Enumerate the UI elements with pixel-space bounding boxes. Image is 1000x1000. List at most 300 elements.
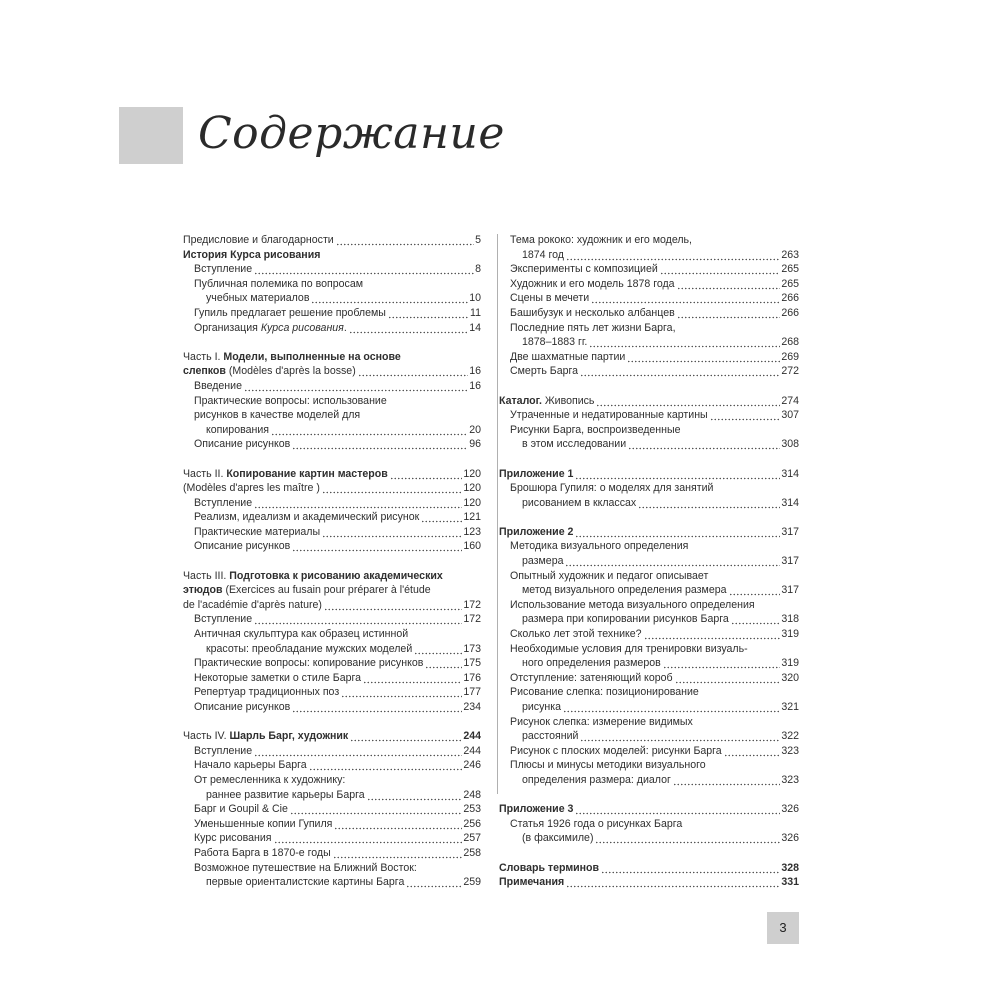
- toc-entry-label: [183, 729, 349, 744]
- toc-entry-label: [522, 700, 562, 715]
- toc-leader-dots: [254, 496, 462, 511]
- toc-entry-page: 331: [781, 876, 799, 889]
- toc-spacer: [499, 846, 799, 861]
- toc-entry-text: Некоторые заметки о стиле Барга: [194, 671, 362, 684]
- toc-entry-page: 328: [781, 861, 799, 874]
- toc-entry-label: [510, 817, 683, 832]
- toc-leader-dots: [341, 685, 462, 700]
- toc-entry[interactable]: [183, 306, 481, 321]
- toc-entry-label: [522, 437, 627, 452]
- toc-entry[interactable]: [183, 539, 481, 554]
- toc-entry[interactable]: [499, 744, 799, 759]
- toc-leader-dots: [322, 481, 462, 496]
- toc-entry-label: [510, 277, 676, 292]
- toc-entry-label: [522, 335, 588, 350]
- toc-entry-label: [194, 525, 321, 540]
- toc-entry-text: Необходимые условия для тренировки визуаль-: [510, 642, 748, 655]
- toc-entry-page: 234: [463, 701, 481, 713]
- toc-leader-dots: [390, 467, 463, 482]
- toc-leader-dots: [367, 788, 463, 803]
- toc-entry-page: 11: [470, 306, 481, 319]
- toc-entry-text: Статья 1926 года о рисунках Барга: [510, 817, 683, 830]
- toc-entry-text: Начало карьеры Барга: [194, 759, 307, 772]
- toc-entry-text: Описание рисунков: [194, 701, 291, 713]
- toc-entry-text: de l'académie d'après nature): [183, 598, 322, 611]
- toc-entry[interactable]: [183, 379, 481, 394]
- toc-entry-text: первые ориенталистские картины Барга: [206, 876, 405, 889]
- toc-entry-text: слепков: [183, 365, 226, 378]
- toc-entry-label: [194, 758, 308, 773]
- toc-spacer: [183, 335, 481, 350]
- toc-entry[interactable]: [183, 437, 481, 452]
- toc-entry[interactable]: [183, 817, 481, 832]
- toc-entry[interactable]: [183, 671, 481, 686]
- toc-entry-text: рисунков в качестве моделей для: [194, 409, 361, 422]
- toc-spacer: [499, 452, 799, 467]
- toc-entry-text: Приложение 3: [499, 803, 574, 816]
- toc-entry-page: 323: [781, 744, 799, 757]
- toc-entry-label: [194, 277, 364, 292]
- toc-entry-page: 175: [463, 657, 481, 670]
- toc-entry-text: Вступление: [194, 496, 253, 509]
- toc-entry[interactable]: [499, 715, 799, 730]
- toc-entry[interactable]: [183, 831, 481, 846]
- toc-entry-label: [510, 744, 723, 759]
- toc-entry[interactable]: [499, 831, 799, 846]
- toc-entry-page: 121: [463, 511, 481, 524]
- toc-entry[interactable]: [499, 729, 799, 744]
- toc-entry[interactable]: [499, 656, 799, 671]
- toc-leader-dots: [406, 875, 462, 890]
- toc-entry[interactable]: [499, 350, 799, 365]
- toc-entry-label: [206, 642, 413, 657]
- toc-entry[interactable]: [183, 233, 481, 248]
- toc-entry-page: 246: [463, 759, 481, 772]
- toc-leader-dots: [292, 437, 468, 452]
- toc-entry-label: [510, 642, 749, 657]
- toc-entry[interactable]: [499, 233, 799, 248]
- toc-entry-label: [522, 831, 594, 846]
- toc-entry-page: 20: [469, 423, 481, 436]
- toc-entry-page: 263: [781, 248, 799, 261]
- toc-entry-text: Шарль Барг, художник: [229, 730, 349, 743]
- toc-entry[interactable]: [499, 583, 799, 598]
- toc-entry-page: 177: [463, 686, 481, 699]
- toc-entry-label: [194, 861, 418, 876]
- toc-entry[interactable]: [183, 700, 481, 715]
- toc-entry-page: 266: [781, 306, 799, 319]
- toc-leader-dots: [675, 671, 781, 686]
- toc-leader-dots: [644, 627, 781, 642]
- toc-entry-page: 5: [475, 234, 481, 246]
- toc-entry[interactable]: [499, 758, 799, 773]
- toc-entry-page: 253: [463, 803, 481, 816]
- toc-entry-label: [522, 583, 728, 598]
- toc-entry-page: 258: [463, 846, 481, 859]
- toc-entry-label: [522, 554, 564, 569]
- toc-entry[interactable]: [499, 539, 799, 554]
- toc-entry[interactable]: [499, 685, 799, 700]
- toc-entry-text: Художник и его модель 1878 года: [510, 277, 675, 290]
- toc-entry-label: [194, 656, 424, 671]
- toc-entry[interactable]: [499, 321, 799, 336]
- toc-leader-dots: [575, 525, 780, 540]
- toc-entry-text: Утраченные и недатированные картины: [510, 409, 708, 422]
- toc-entry-text: Практические вопросы: использование: [194, 394, 387, 407]
- toc-entry-text: Курс рисования: [194, 832, 272, 845]
- toc-entry-label: [510, 364, 579, 379]
- toc-entry[interactable]: [183, 423, 481, 438]
- toc-entry-page: 322: [781, 730, 799, 743]
- toc-entry-text: Организация: [194, 321, 261, 334]
- toc-entry-label: [183, 598, 323, 613]
- toc-entry[interactable]: [499, 437, 799, 452]
- toc-entry[interactable]: [499, 481, 799, 496]
- toc-entry-text: Описание рисунков: [194, 540, 291, 553]
- toc-entry-label: [522, 248, 565, 263]
- toc-entry[interactable]: [183, 861, 481, 876]
- toc-entry[interactable]: [499, 291, 799, 306]
- toc-entry-label: [183, 583, 432, 598]
- toc-entry-page: 272: [781, 365, 799, 378]
- page-number: 3: [767, 912, 799, 944]
- toc-leader-dots: [292, 700, 462, 715]
- toc-entry[interactable]: [499, 861, 799, 876]
- toc-rule-1: [497, 234, 498, 794]
- toc-entry-text: Рисунок с плоских моделей: рисунки Барга: [510, 744, 722, 757]
- toc-entry[interactable]: [499, 248, 799, 263]
- toc-entry[interactable]: [499, 612, 799, 627]
- toc-leader-dots: [627, 350, 780, 365]
- toc-entry-text: Барг и Goupil & Cie: [194, 803, 288, 816]
- toc-entry-page: 172: [463, 598, 481, 611]
- toc-entry[interactable]: [183, 525, 481, 540]
- toc-entry[interactable]: [183, 277, 481, 292]
- toc-entry[interactable]: [183, 496, 481, 511]
- toc-entry-page: 10: [469, 292, 481, 305]
- toc-entry-label: [499, 467, 574, 482]
- toc-entry-label: [194, 394, 388, 409]
- toc-entry-page: 307: [781, 409, 799, 422]
- toc-leader-dots: [322, 525, 462, 540]
- toc-entry-page: 120: [463, 482, 481, 495]
- toc-entry-label: [183, 233, 335, 248]
- toc-entry-label: [194, 671, 362, 686]
- toc-entry-text: Рисование слепка: позиционирование: [510, 686, 699, 699]
- toc-entry[interactable]: [183, 744, 481, 759]
- toc-entry-label: [194, 306, 387, 321]
- toc-entry[interactable]: [499, 569, 799, 584]
- toc-entry-text: Плюсы и минусы методики визуального: [510, 759, 706, 772]
- toc-entry-label: [194, 744, 253, 759]
- toc-entry[interactable]: [499, 773, 799, 788]
- toc-leader-dots: [580, 729, 780, 744]
- toc-leader-dots: [414, 642, 462, 657]
- toc-entry-page: 172: [463, 613, 481, 626]
- toc-entry-page: 265: [781, 277, 799, 290]
- toc-entry-label: [194, 846, 332, 861]
- toc-entry-label: [183, 467, 389, 482]
- toc-entry[interactable]: [183, 364, 481, 379]
- toc-entry[interactable]: [183, 248, 481, 263]
- toc-entry[interactable]: [183, 627, 481, 642]
- toc-leader-dots: [274, 831, 463, 846]
- toc-entry[interactable]: [183, 291, 481, 306]
- toc-entry-text: Примечания: [499, 876, 565, 889]
- toc-entry-label: [522, 729, 579, 744]
- toc-leader-dots: [311, 291, 468, 306]
- toc-entry[interactable]: [499, 335, 799, 350]
- toc-entry-text: От ремесленника к художнику:: [194, 773, 346, 786]
- toc-entry[interactable]: [499, 627, 799, 642]
- toc-entry-page: 266: [781, 292, 799, 305]
- toc-entry[interactable]: [183, 467, 481, 482]
- toc-entry[interactable]: [183, 788, 481, 803]
- toc-entry-text: Рисунок слепка: измерение видимых: [510, 715, 693, 728]
- toc-entry[interactable]: [183, 262, 481, 277]
- toc-leader-dots: [292, 539, 462, 554]
- toc-entry[interactable]: [183, 510, 481, 525]
- toc-entry-page: 8: [475, 263, 481, 276]
- toc-entry-page: 326: [781, 832, 799, 845]
- toc-entry-text: Сцены в мечети: [510, 292, 590, 305]
- toc-entry[interactable]: [499, 262, 799, 277]
- toc-left-column: [183, 233, 481, 890]
- toc-entry-label: [194, 685, 340, 700]
- toc-entry[interactable]: [499, 394, 799, 409]
- toc-entry-text: Вступление: [194, 613, 253, 626]
- toc-entry[interactable]: [183, 773, 481, 788]
- toc-entry-text: красоты: преобладание мужских моделей: [206, 642, 413, 655]
- toc-leader-dots: [244, 379, 468, 394]
- toc-leader-dots: [254, 612, 462, 627]
- toc-entry-label: [510, 671, 674, 686]
- title-accent-box: [119, 107, 183, 164]
- toc-entry[interactable]: [499, 306, 799, 321]
- toc-leader-dots: [729, 583, 781, 598]
- toc-entry-page: 16: [469, 379, 481, 392]
- toc-entry-label: [499, 394, 595, 409]
- toc-entry[interactable]: [499, 423, 799, 438]
- toc-spacer: [183, 554, 481, 569]
- toc-leader-dots: [290, 802, 462, 817]
- toc-entry-label: [194, 831, 273, 846]
- toc-entry-page: 269: [781, 350, 799, 363]
- toc-entry-label: [183, 248, 321, 263]
- toc-entry-label: [510, 598, 756, 613]
- toc-entry[interactable]: [499, 364, 799, 379]
- toc-entry-label: [194, 408, 361, 423]
- toc-spacer: [183, 452, 481, 467]
- toc-entry[interactable]: [499, 817, 799, 832]
- toc-entry[interactable]: [499, 642, 799, 657]
- toc-entry-text: (Modèles d'après la bosse): [225, 365, 356, 378]
- toc-entry-text: 1874 год: [522, 248, 564, 261]
- toc-entry-text: Опытный художник и педагог описывает: [510, 569, 709, 582]
- toc-entry-label: [206, 875, 405, 890]
- toc-leader-dots: [333, 846, 463, 861]
- toc-leader-dots: [710, 408, 781, 423]
- toc-entry-text: Сколько лет этой технике?: [510, 628, 642, 641]
- toc-entry[interactable]: [499, 875, 799, 890]
- toc-entry-text: Практические материалы: [194, 525, 321, 538]
- toc-entry-text: 1878–1883 гг.: [522, 336, 588, 349]
- toc-leader-dots: [660, 262, 781, 277]
- toc-entry-label: [183, 569, 444, 584]
- toc-entry-text: размера: [522, 555, 564, 568]
- toc-entry[interactable]: [183, 583, 481, 598]
- toc-leader-dots: [350, 729, 462, 744]
- toc-leader-dots: [254, 744, 462, 759]
- toc-entry[interactable]: [183, 656, 481, 671]
- toc-entry-label: [510, 408, 709, 423]
- toc-entry-text: рисунка: [522, 701, 562, 713]
- toc-entry-label: [194, 612, 253, 627]
- toc-entry-text: рисованием в кклассах: [522, 496, 637, 509]
- toc-entry-label: [194, 379, 243, 394]
- toc-entry[interactable]: [499, 598, 799, 613]
- toc-entry-page: 317: [781, 555, 799, 568]
- toc-entry-text: Работа Барга в 1870-е годы: [194, 846, 331, 859]
- toc-entry-label: [510, 423, 682, 438]
- toc-leader-dots: [596, 394, 780, 409]
- toc-entry-text: Модели, выполненные на основе: [223, 350, 401, 363]
- toc-entry[interactable]: [183, 875, 481, 890]
- toc-entry-text: Часть I.: [183, 350, 224, 363]
- toc-right-column: [499, 233, 799, 890]
- toc-entry-label: [522, 773, 672, 788]
- toc-entry[interactable]: [183, 569, 481, 584]
- toc-entry[interactable]: [499, 277, 799, 292]
- toc-entry[interactable]: [183, 394, 481, 409]
- toc-entry-page: 319: [781, 657, 799, 670]
- toc-entry-page: 317: [781, 584, 799, 597]
- toc-entry-label: [183, 364, 357, 379]
- toc-entry[interactable]: [499, 671, 799, 686]
- toc-entry-text: определения размера: диалог: [522, 773, 671, 786]
- toc-entry-text: Подготовка к рисованию академических: [229, 569, 443, 582]
- toc-spacer: [499, 379, 799, 394]
- toc-entry-page: 274: [781, 394, 799, 407]
- toc-entry-label: [206, 291, 310, 306]
- toc-entry[interactable]: [183, 350, 481, 365]
- toc-leader-dots: [628, 437, 780, 452]
- toc-entry-text: Гупиль предлагает решение проблемы: [194, 306, 386, 319]
- toc-entry-label: [194, 496, 253, 511]
- toc-entry-text: раннее развитие карьеры Барга: [206, 788, 365, 801]
- toc-entry[interactable]: [183, 758, 481, 773]
- toc-entry-text: Отступление: затеняющий короб: [510, 671, 673, 684]
- toc-entry[interactable]: [183, 598, 481, 613]
- toc-entry-text: Практические вопросы: копирование рисунков: [194, 657, 424, 670]
- toc-leader-dots: [349, 321, 468, 336]
- toc-entry-text: Последние пять лет жизни Барга,: [510, 321, 676, 334]
- toc-entry[interactable]: [183, 802, 481, 817]
- toc-entry[interactable]: [499, 802, 799, 817]
- toc-entry-label: [510, 321, 677, 336]
- toc-entry-text: Репертуар традиционных поз: [194, 686, 340, 699]
- toc-entry[interactable]: [183, 685, 481, 700]
- toc-entry[interactable]: [499, 496, 799, 511]
- toc-entry[interactable]: [183, 846, 481, 861]
- toc-entry-page: 14: [469, 321, 481, 334]
- toc-leader-dots: [363, 671, 462, 686]
- toc-entry-text: Каталог.: [499, 394, 542, 407]
- toc-entry-page: 16: [469, 365, 481, 378]
- toc-entry-label: [510, 262, 659, 277]
- toc-leader-dots: [677, 306, 781, 321]
- toc-entry-text: Использование метода визуального определения: [510, 598, 755, 611]
- toc-entry[interactable]: [183, 642, 481, 657]
- toc-entry[interactable]: [499, 554, 799, 569]
- toc-entry-label: [194, 539, 291, 554]
- toc-entry-text: ного определения размеров: [522, 657, 661, 670]
- toc-entry-text: Часть IV.: [183, 730, 230, 743]
- toc-entry[interactable]: [183, 729, 481, 744]
- toc-entry-label: [206, 788, 366, 803]
- toc-entry-text: Введение: [194, 379, 242, 392]
- toc-entry[interactable]: [183, 612, 481, 627]
- toc-entry-text: Курса рисования: [260, 321, 344, 334]
- toc-entry-label: [206, 423, 270, 438]
- toc-leader-dots: [638, 496, 780, 511]
- toc-leader-dots: [358, 364, 468, 379]
- toc-entry-text: Реализм, идеализм и академический рисунок: [194, 511, 420, 524]
- toc-entry-label: [510, 569, 709, 584]
- toc-entry[interactable]: [499, 408, 799, 423]
- toc-entry-page: 314: [781, 496, 799, 509]
- toc-entry-text: Рисунки Барга, воспроизведенные: [510, 423, 681, 436]
- toc-entry-page: 160: [463, 540, 481, 553]
- toc-entry-text: учебных материалов: [206, 292, 310, 305]
- toc-entry-label: [499, 875, 565, 890]
- toc-entry-text: (Modèles d'apres les maître ): [183, 482, 320, 495]
- toc-spacer: [183, 715, 481, 730]
- toc-entry-text: Вступление: [194, 744, 253, 757]
- toc-entry-page: 318: [781, 613, 799, 626]
- page-title: Содержание: [198, 108, 505, 159]
- toc-entry-text: размера при копировании рисунков Барга: [522, 613, 729, 626]
- toc-entry-label: [194, 437, 291, 452]
- toc-entry-text: Возможное путешествие на Ближний Восток:: [194, 861, 417, 874]
- toc-entry-page: 244: [463, 744, 481, 757]
- toc-entry-label: [194, 700, 291, 715]
- toc-leader-dots: [731, 612, 781, 627]
- toc-entry[interactable]: [499, 525, 799, 540]
- toc-leader-dots: [421, 510, 462, 525]
- toc-entry-text: Брошюра Гупиля: о моделях для занятий: [510, 482, 714, 495]
- toc-entry-page: 265: [781, 263, 799, 276]
- toc-entry-page: 317: [781, 525, 799, 538]
- toc-leader-dots: [324, 598, 462, 613]
- toc-entry-page: 176: [463, 671, 481, 684]
- toc-entry-label: [194, 627, 409, 642]
- toc-leader-dots: [334, 817, 462, 832]
- toc-entry[interactable]: [183, 408, 481, 423]
- toc-entry[interactable]: [499, 467, 799, 482]
- toc-leader-dots: [601, 861, 780, 876]
- toc-entry-text: Копирование картин мастеров: [226, 467, 388, 480]
- toc-entry[interactable]: [499, 700, 799, 715]
- toc-entry-page: 248: [463, 788, 481, 801]
- toc-entry-text: Методика визуального определения: [510, 540, 689, 553]
- toc-entry[interactable]: [183, 481, 481, 496]
- toc-entry[interactable]: [183, 321, 481, 336]
- toc-entry-page: 96: [469, 438, 481, 451]
- toc-entry-label: [499, 861, 600, 876]
- toc-leader-dots: [388, 306, 469, 321]
- toc-entry-text: Живопись: [541, 394, 595, 407]
